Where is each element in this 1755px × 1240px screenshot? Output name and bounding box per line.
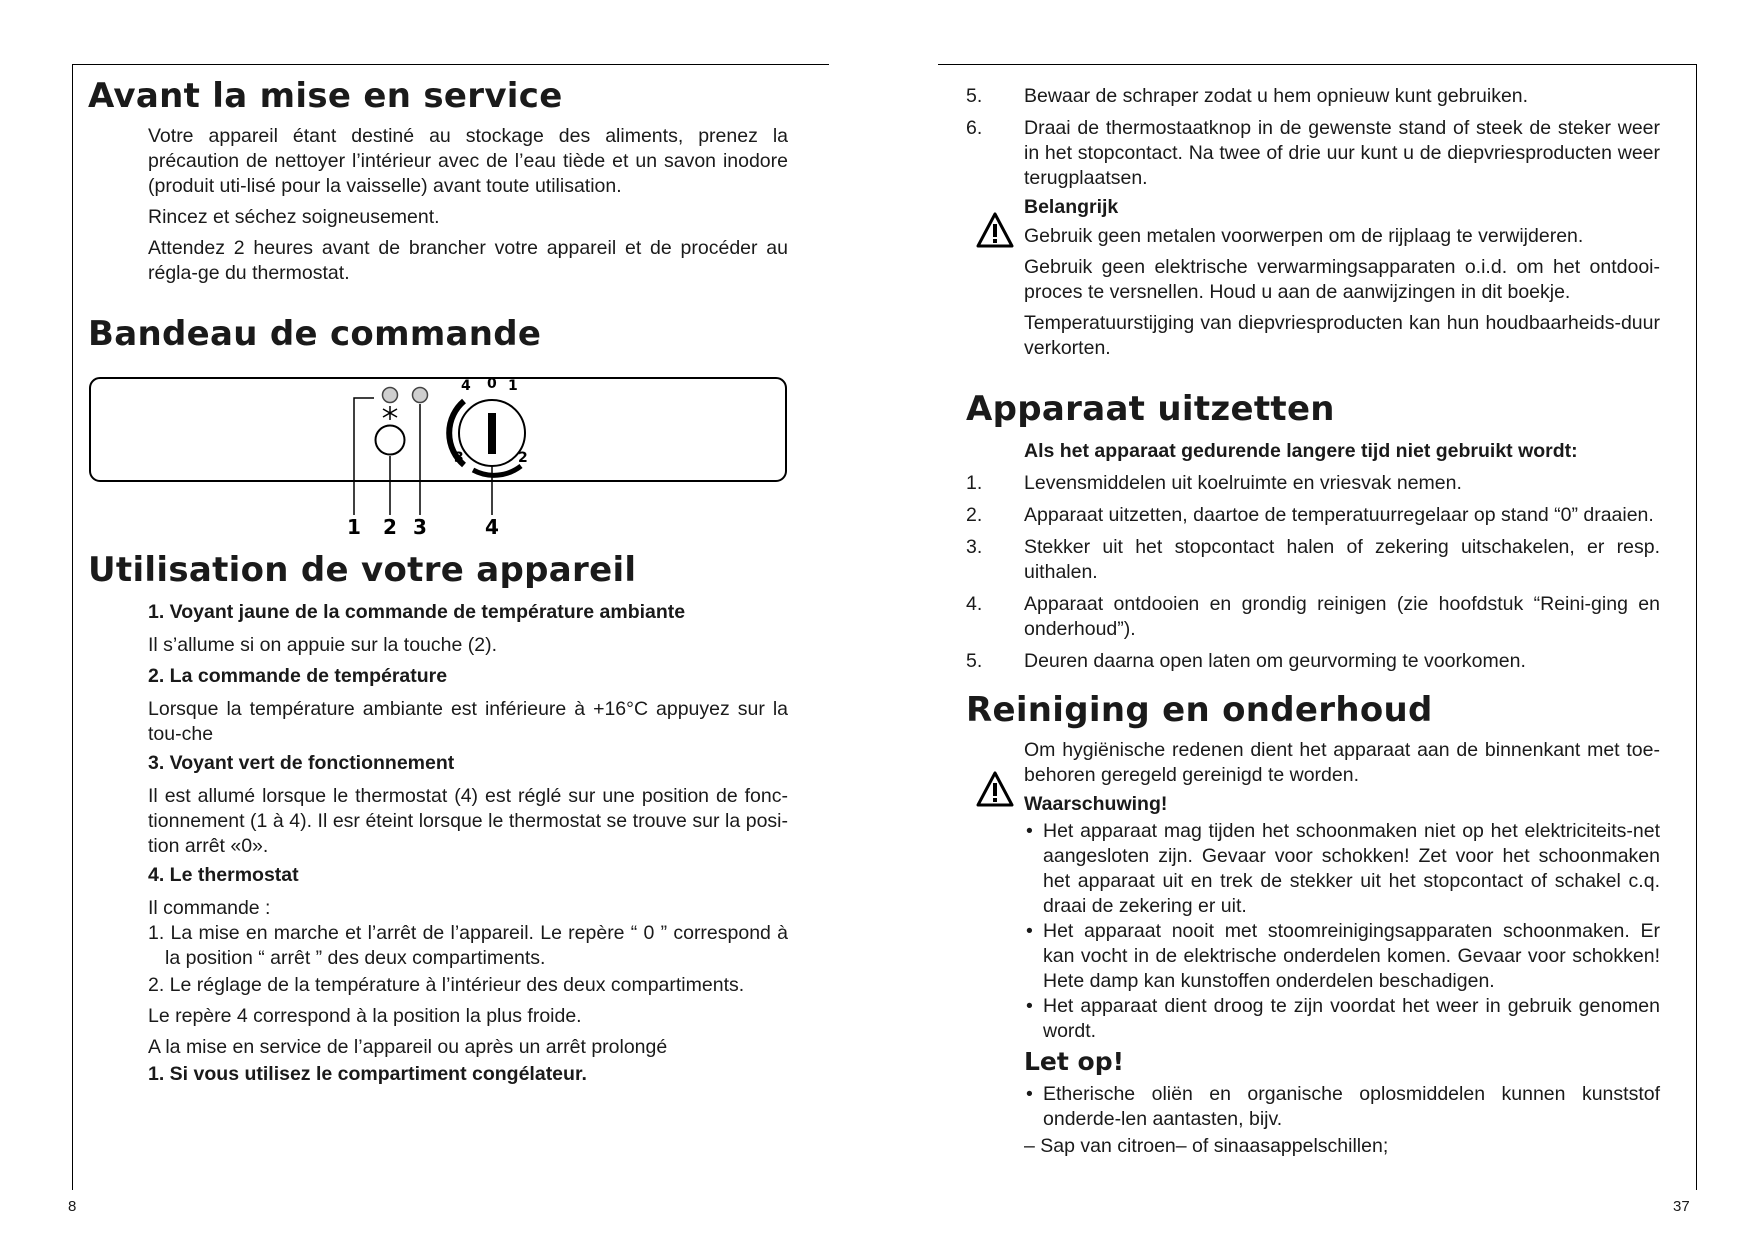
belangrijk-label: Belangrijk: [1024, 196, 1119, 218]
step-text: Levensmiddelen uit koelruimte en vriesvak nemen.: [1024, 472, 1462, 494]
intro-paragraph-1: Votre appareil étant destiné au stockage des aliments, prenez la précaution de nettoyer l’intérieur avec de l’eau tiède et un savon inodore (produit uti-lisé pour la vaisselle) avant toute utilisation.: [148, 125, 788, 197]
section-1-text: Il s’allume si on appuie sur la touche (2).: [148, 634, 498, 656]
right-top-rule: [938, 64, 1697, 65]
warning-bullet-1: [1026, 819, 1660, 919]
uitzetten-subtitle: Als het apparaat gedurende langere tijd niet gebruikt wordt:: [1024, 440, 1578, 462]
warning-paragraph-3: Temperatuurstijging van diepvriesproducten kan hun houdbaarheids-duur verkorten.: [1024, 312, 1660, 359]
leader-line-1: [354, 398, 374, 515]
warning-triangle-icon: [976, 212, 1014, 248]
step-text: Draai de thermostaatknop in de gewenste stand of steek de steker weer in het stopcontact. Na twee of drie uur kunt u de diepvriesproducten weer terugplaatsen.: [1024, 117, 1660, 189]
bullet-text: Etherische oliën en organische oplosmiddelen kunnen kunststof onderde-len aantasten, bijv.: [1043, 1083, 1660, 1130]
yellow-lamp-icon: [383, 388, 398, 403]
heading-apparaat-uitzetten: Apparaat uitzetten: [966, 389, 1335, 429]
dial-label-4: 4: [461, 378, 471, 394]
dial-pointer: [488, 413, 496, 454]
step-number: 3.: [966, 536, 983, 558]
left-top-rule: [72, 64, 829, 65]
let-op-bullet: [1026, 1082, 1660, 1132]
step-number: 5.: [966, 85, 983, 107]
control-panel-diagram: [88, 374, 788, 544]
bullet-text: Het apparaat mag tijden het schoonmaken niet op het elektriciteits-net aangesloten zijn. Gevaar voor schokken! Zet voor het schoonmaken het apparaat uit en trek de stekker uit het stopcontact of schakel c.q. draai de zekering er uit.: [1043, 820, 1660, 917]
step-number: 1.: [966, 472, 983, 494]
uitzetten-step-1: [966, 471, 1660, 496]
dial-label-2: 2: [518, 450, 528, 466]
step-text: Deuren daarna open laten om geurvorming te voorkomen.: [1024, 650, 1526, 672]
callout-1: 1: [347, 515, 361, 539]
green-lamp-icon: [413, 388, 428, 403]
section-4-item-1: 1. La mise en marche et l’arrêt de l’appareil. Le repère “ 0 ” correspond à la position “ arrêt ” des deux compartiments.: [148, 922, 788, 969]
step-number: 5.: [966, 650, 983, 672]
heading-avant-mise-en-service: Avant la mise en service: [88, 76, 563, 116]
section-4-title: 4. Le thermostat: [148, 864, 299, 886]
bullet-glyph: •: [1026, 995, 1033, 1017]
section-1-title: 1. Voyant jaune de la commande de température ambiante: [148, 601, 686, 623]
warning-paragraph-1: Gebruik geen metalen voorwerpen om de rijplaag te verwijderen.: [1024, 225, 1584, 247]
dial-label-0: 0: [487, 376, 497, 392]
step-6-top: [966, 116, 1660, 191]
uitzetten-step-3: [966, 535, 1660, 585]
let-op-dash-item: – Sap van citroen– of sinaasappelschillen;: [1024, 1135, 1389, 1157]
step-5-top: [966, 84, 1660, 109]
uitzetten-step-4: [966, 592, 1660, 642]
warning-paragraph-2: Gebruik geen elektrische verwarmingsapparaten o.i.d. om het ontdooi-proces te versnellen. Houd u aan de aanwijzingen in dit boekje.: [1024, 256, 1660, 303]
reiniging-paragraph: Om hygiënische redenen dient het apparaat aan de binnenkant met toe-behoren geregeld gereinigd te worden.: [1024, 739, 1660, 786]
section-3-text: Il est allumé lorsque le thermostat (4) est réglé sur une position de fonc-tionnement (1 à 4). Il esr éteint lorsque le thermostat se trouve sur la posi-tion arrêt «0».: [148, 785, 788, 857]
section-4-text: Il commande :: [148, 897, 271, 919]
warning-bullet-3: [1026, 994, 1660, 1044]
panel-outline: [90, 378, 786, 481]
temperature-button[interactable]: [376, 426, 405, 455]
heading-let-op: Let op!: [1024, 1047, 1125, 1076]
left-side-rule: [72, 64, 73, 1190]
uitzetten-steps: [966, 471, 1660, 674]
step-text: Apparaat ontdooien en grondig reinigen (zie hoofdstuk “Reini-ging en onderhoud”).: [1024, 593, 1660, 640]
dial-label-1: 1: [508, 378, 518, 394]
warning-bullet-2: [1026, 919, 1660, 994]
intro-paragraph-3: Attendez 2 heures avant de brancher votre appareil et de procéder au régla-ge du thermostat.: [148, 237, 788, 284]
waarschuwing-label: Waarschuwing!: [1024, 793, 1168, 815]
heading-bandeau-de-commande: Bandeau de commande: [88, 314, 542, 354]
step-text: Apparaat uitzetten, daartoe de temperatuurregelaar op stand “0” draaien.: [1024, 504, 1654, 526]
section-4-paragraph-1: Le repère 4 correspond à la position la plus froide.: [148, 1005, 582, 1027]
heading-reiniging-en-onderhoud: Reiniging en onderhoud: [966, 690, 1433, 730]
step-number: 2.: [966, 504, 983, 526]
uitzetten-step-5: [966, 649, 1660, 674]
section-4-item-2: 2. Le réglage de la température à l’intérieur des deux compartiments.: [148, 974, 745, 996]
warning-triangle-icon: [976, 771, 1014, 807]
steps-top-list: [966, 84, 1660, 191]
right-page: [966, 84, 1660, 1159]
section-2-text: Lorsque la température ambiante est inférieure à +16°C appuyez sur la tou-che: [148, 698, 788, 745]
left-page: [88, 76, 788, 1087]
intro-paragraph-2: Rincez et séchez soigneusement.: [148, 206, 440, 228]
right-side-rule: [1696, 64, 1697, 1190]
bullet-glyph: •: [1026, 1083, 1033, 1105]
page-number-left: 8: [68, 1198, 77, 1215]
step-text: Bewaar de schraper zodat u hem opnieuw kunt gebruiken.: [1024, 85, 1529, 107]
bullet-text: Het apparaat dient droog te zijn voordat het weer in gebruik genomen wordt.: [1043, 995, 1660, 1042]
bullet-glyph: •: [1026, 920, 1033, 942]
step-number: 6.: [966, 117, 983, 139]
callout-3: 3: [413, 515, 427, 539]
section-2-title: 2. La commande de température: [148, 665, 448, 687]
warning-bullets: [966, 819, 1660, 1044]
section-4-paragraph-3: 1. Si vous utilisez le compartiment congélateur.: [148, 1063, 587, 1085]
callout-2: 2: [383, 515, 397, 539]
bullet-text: Het apparaat nooit met stoomreinigingsapparaten schoonmaken. Er kan vocht in de elektrische onderdelen komen. Gevaar voor schokken! Hete damp kan kunstoffen onderdelen beschadigen.: [1043, 920, 1660, 992]
bullet-glyph: •: [1026, 820, 1033, 842]
step-number: 4.: [966, 593, 983, 615]
dial-label-3: 3: [454, 450, 464, 466]
heading-utilisation: Utilisation de votre appareil: [88, 550, 637, 590]
dial-bottom-arc: [473, 466, 521, 475]
page-number-right: 37: [1673, 1198, 1690, 1215]
callout-4: 4: [485, 515, 499, 539]
section-3-title: 3. Voyant vert de fonctionnement: [148, 752, 455, 774]
snowflake-icon: [383, 406, 397, 420]
section-4-paragraph-2: A la mise en service de l’appareil ou après un arrêt prolongé: [148, 1036, 668, 1058]
step-text: Stekker uit het stopcontact halen of zekering uitschakelen, er resp. uithalen.: [1024, 536, 1660, 583]
uitzetten-step-2: [966, 503, 1660, 528]
